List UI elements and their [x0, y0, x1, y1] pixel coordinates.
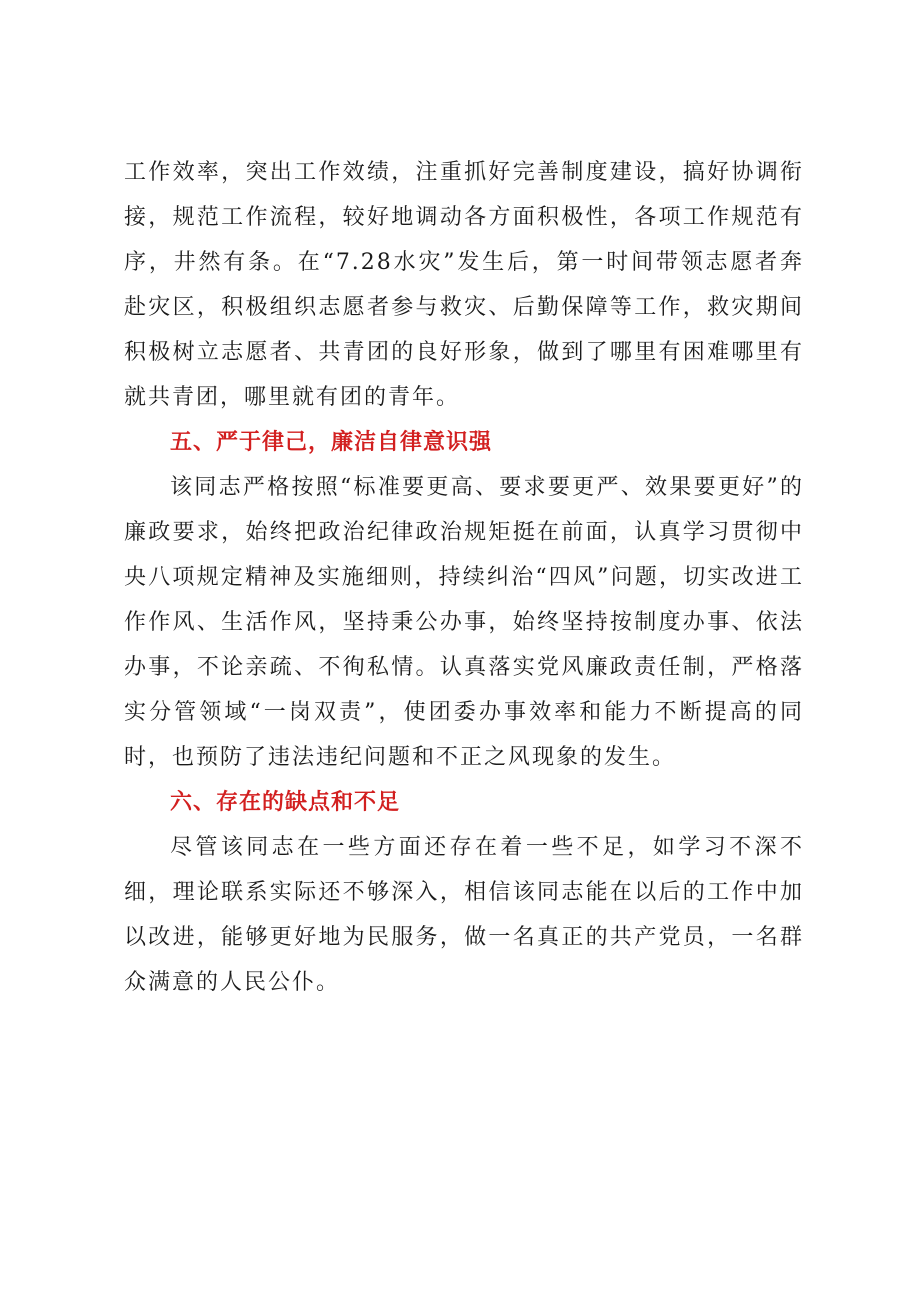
continuation-paragraph: 工作效率，突出工作效绩，注重抓好完善制度建设，搞好协调衔接，规范工作流程，较好地调动各方面积极性，各项工作规范有序，井然有条。在“7.28水灾”发生后，第一时间带领志愿者奔赴灾区，积极组织志愿者参与救灾、后勤保障等工作，救灾期间积极树立志愿者、共青团的良好形象，做到了哪里有困难哪里有就共青团，哪里就有团的青年。 [124, 160, 804, 410]
section-5-heading: 五、严于律己，廉洁自律意识强 [170, 430, 493, 455]
document-body [124, 150, 804, 1005]
section-5-paragraph: 该同志严格按照“标准要更高、要求要更严、效果要更好”的廉政要求，始终把政治纪律政治规矩挺在前面，认真学习贯彻中央八项规定精神及实施细则，持续纠治“四风”问题，切实改进工作作风、生活作风，坚持秉公办事，始终坚持按制度办事、依法办事，不论亲疏、不徇私情。认真落实党风廉政责任制，严格落实分管领域“一岗双责”，使团委办事效率和能力不断提高的同时，也预防了违法违纪问题和不正之风现象的发生。 [124, 475, 804, 770]
section-6-heading: 六、存在的缺点和不足 [170, 790, 401, 815]
section-6-paragraph: 尽管该同志在一些方面还存在着一些不足，如学习不深不细，理论联系实际还不够深入，相信该同志能在以后的工作中加以改进，能够更好地为民服务，做一名真正的共产党员，一名群众满意的人民公仆。 [124, 835, 804, 995]
